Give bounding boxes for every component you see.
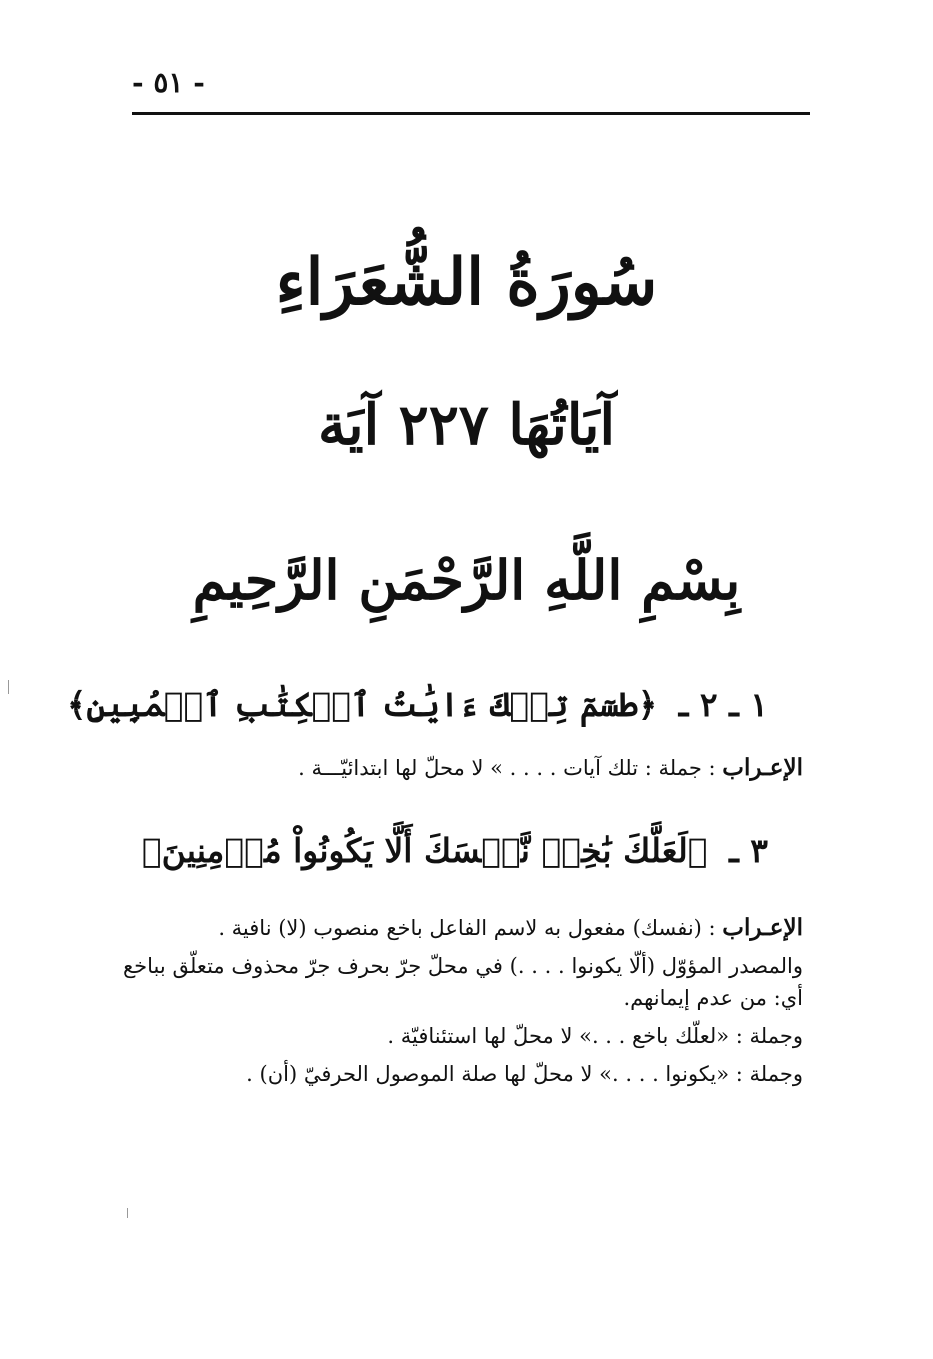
verse-text: ﴿طسٓمٓ تِلۡكَ ءَايَٰتُ ٱلۡكِتَٰبِ ٱلۡمُبِينِ﴾: [67, 685, 658, 724]
irab-text: : جملة : تلك آيات . . . . » لا محلّ لها ابتدائيّـــة .: [298, 756, 716, 780]
verse-text: ﴿لَعَلَّكَ بَٰخِعٞ نَّفۡسَكَ أَلَّا يَكُونُواْ مُؤۡمِنِينَ﴾: [141, 831, 708, 870]
irab-label: الإعـراب: [722, 754, 803, 781]
verse-number: ٣ ـ: [729, 831, 768, 870]
irab-text-line-4: وجملة : «يكونوا . . . .» لا محلّ لها صلة الموصول الحرفيّ (أن) .: [246, 1062, 803, 1086]
irab-section-2: [123, 912, 803, 1090]
irab-text-line-2: والمصدر المؤوّل (ألّا يكونوا . . . .) في محلّ جرّ بحرف جرّ محذوف متعلّق بباخع أي: من عدم إيمانهم.: [123, 954, 803, 1010]
irab-text-line-3: وجملة : «لعلّك باخع . . .» لا محلّ لها استئنافيّة .: [387, 1024, 803, 1048]
scan-mark: [8, 680, 9, 694]
page-number: - ٥١ -: [132, 66, 205, 99]
irab-label: الإعـراب: [722, 914, 803, 941]
ayah-count: آيَاتُهَا ٢٢٧ آيَة: [317, 392, 616, 458]
irab-section-1: [123, 752, 803, 784]
scan-mark: [127, 1208, 128, 1218]
verse-3: [142, 826, 768, 876]
verse-1-2: [67, 680, 768, 730]
verse-number: ١ ـ ٢ ـ: [678, 685, 768, 724]
irab-text-line-1: : (نفسك) مفعول به لاسم الفاعل باخع منصوب (لا) نافية .: [218, 916, 716, 940]
basmala: بِسْمِ اللَّهِ الرَّحْمَنِ الرَّحِيمِ: [192, 548, 741, 612]
header-rule: [132, 112, 810, 115]
surah-title: سُورَةُ الشُّعَرَاءِ: [275, 245, 658, 320]
